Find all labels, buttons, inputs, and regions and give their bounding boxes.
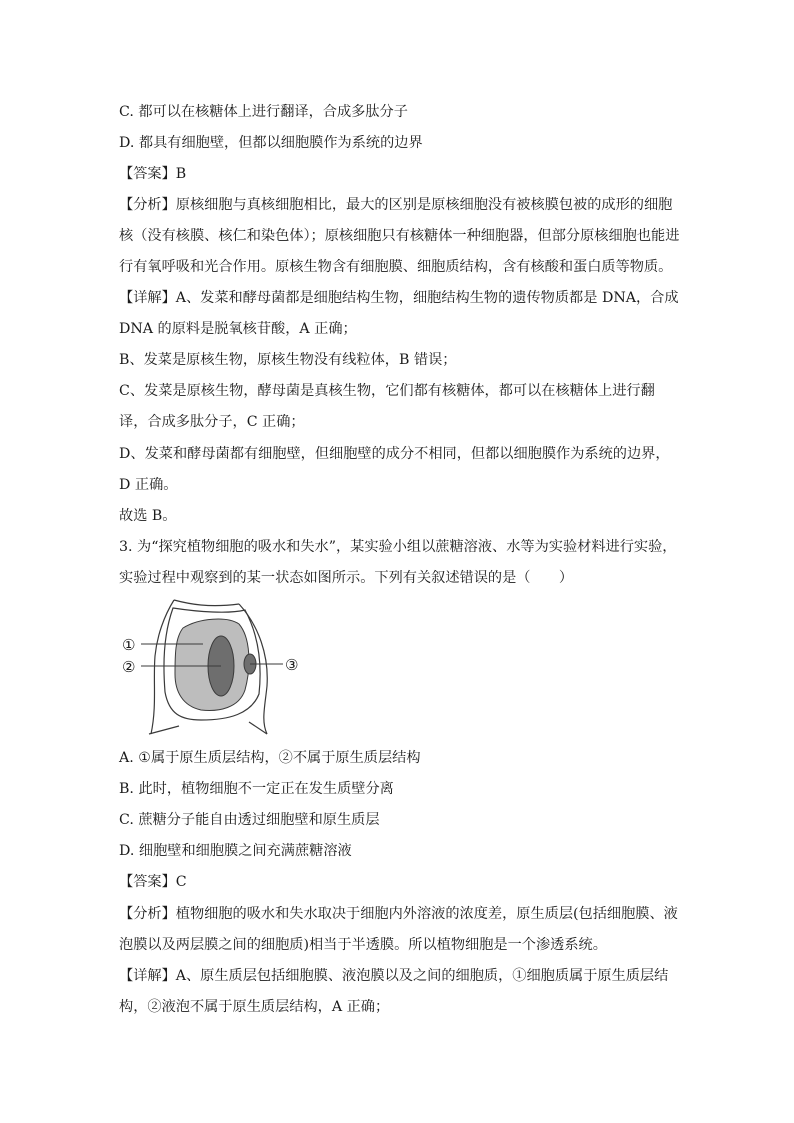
analysis-line: 核（没有核膜、核仁和染色体）；原核细胞只有核糖体一种细胞器，但部分原核细胞也能进 [119,228,680,244]
analysis-line: 【分析】原核细胞与真核细胞相比，最大的区别是原核细胞没有被核膜包被的成形的细胞 [119,197,673,213]
question-stem: 3. 为“探究植物细胞的吸水和失水”，某实验小组以蔗糖溶液、水等为实验材料进行实验， [119,539,677,555]
option-b: B. 此时，植物细胞不一定正在发生质壁分离 [119,781,394,797]
option-c: C. 蔗糖分子能自由透过细胞壁和原生质层 [119,812,380,828]
explanation-line: 【详解】A、原生质层包括细胞膜、液泡膜以及之间的细胞质，①细胞质属于原生质层结 [119,968,669,984]
explanation-line: 构，②液泡不属于原生质层结构，A 正确； [119,999,390,1015]
explanation-line: 译，合成多肽分子，C 正确； [119,414,305,430]
conclusion-line: 故选 B。 [119,508,177,524]
label-1: ① [122,636,136,654]
explanation-line: DNA 的原料是脱氧核苷酸，A 正确； [119,321,357,337]
analysis-line: 行有氧呼吸和光合作用。原核生物含有细胞膜、细胞质结构，含有核酸和蛋白质等物质。 [119,259,673,275]
explanation-line: D、发菜和酵母菌都有细胞壁，但细胞壁的成分不相同，但都以细胞膜作为系统的边界， [119,446,670,462]
option-c-text: C. 都可以在核糖体上进行翻译，合成多肽分子 [119,104,408,120]
analysis-line: 【分析】植物细胞的吸水和失水取决于细胞内外溶液的浓度差，原生质层(包括细胞膜、液 [119,906,678,922]
answer-line: 【答案】C [119,874,187,890]
answer-line: 【答案】B [119,166,187,182]
label-2: ② [122,658,136,676]
option-a: A. ①属于原生质层结构，②不属于原生质层结构 [119,750,421,766]
plant-cell-diagram [119,596,309,736]
question-stem: 实验过程中观察到的某一状态如图所示。下列有关叙述错误的是（ ） [119,570,574,586]
explanation-line: D 正确。 [119,477,178,493]
explanation-line: 【详解】A、发菜和酵母菌都是细胞结构生物，细胞结构生物的遗传物质都是 DNA，合成 [119,290,679,306]
label-3: ③ [285,656,299,674]
option-d: D. 细胞壁和细胞膜之间充满蔗糖溶液 [119,843,352,859]
option-d-text: D. 都具有细胞壁，但都以细胞膜作为系统的边界 [119,135,423,151]
explanation-line: B、发菜是原核生物，原核生物没有线粒体，B 错误； [119,352,457,368]
explanation-line: C、发菜是原核生物，酵母菌是真核生物，它们都有核糖体，都可以在核糖体上进行翻 [119,383,655,399]
analysis-line: 泡膜以及两层膜之间的细胞质)相当于半透膜。所以植物细胞是一个渗透系统。 [119,937,607,953]
